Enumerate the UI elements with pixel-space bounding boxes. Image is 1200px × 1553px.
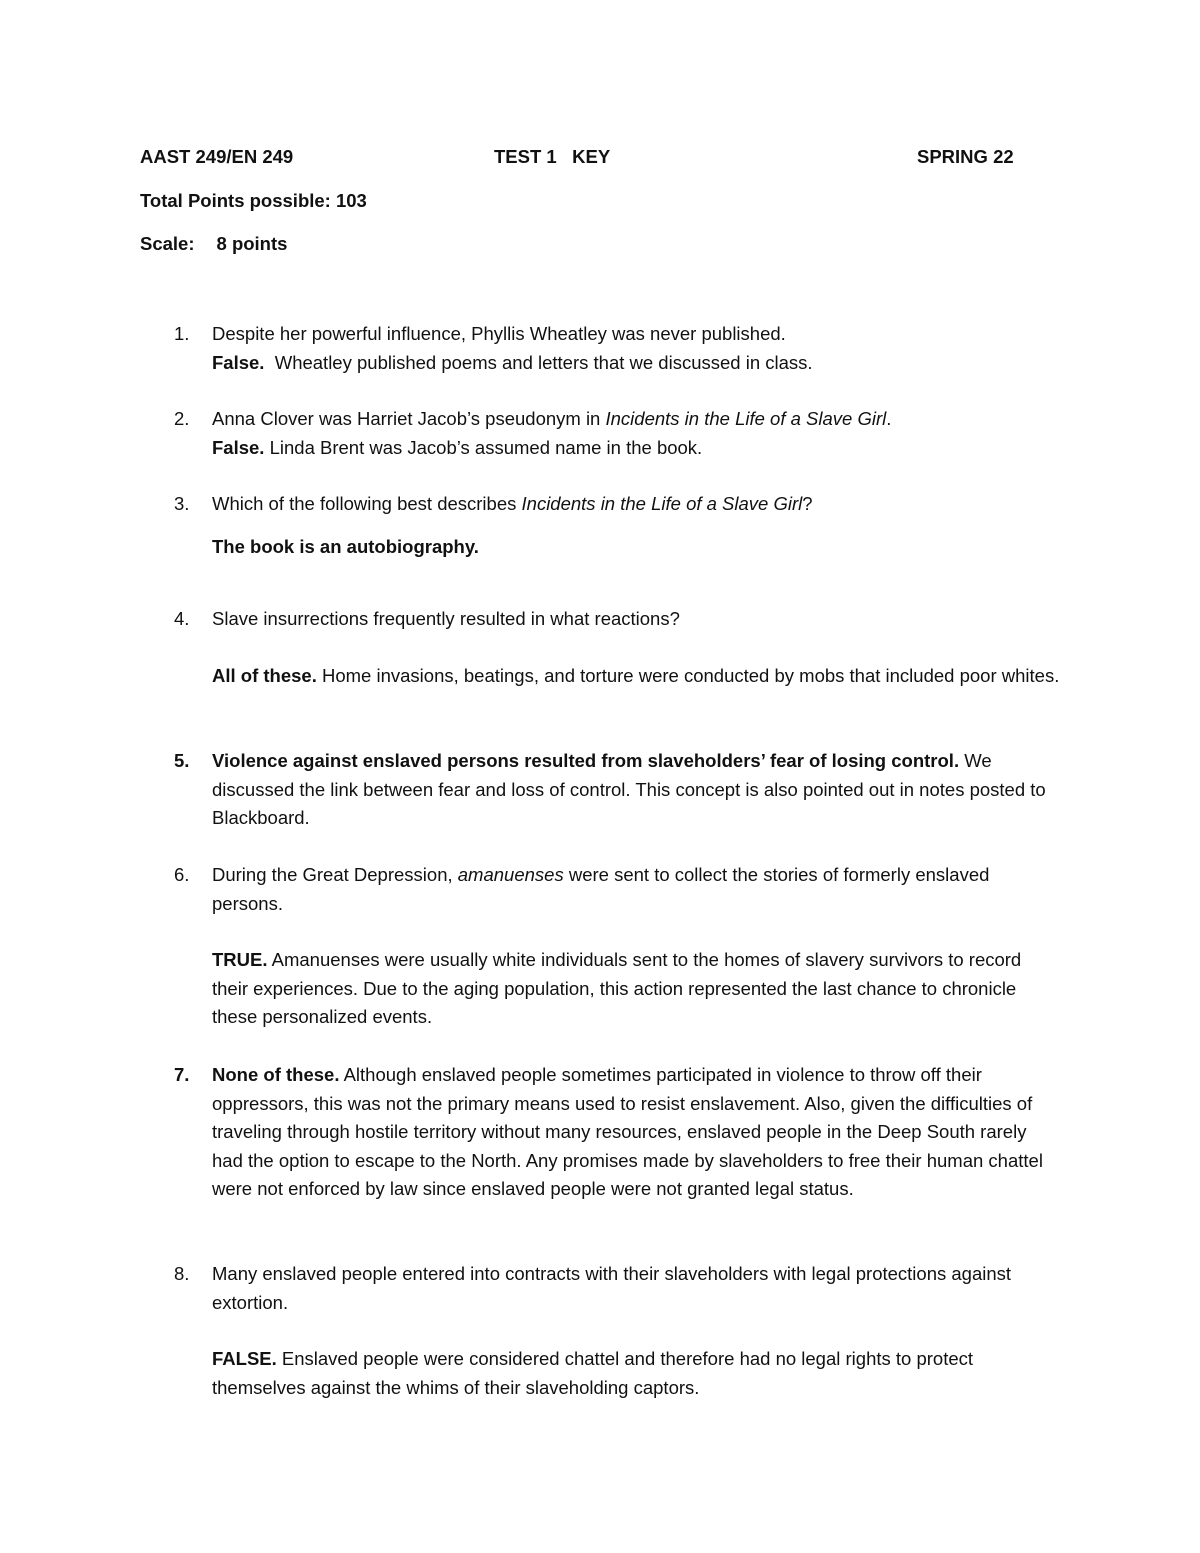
answer <box>212 946 1060 1032</box>
answer <box>212 662 1060 691</box>
question-text-start: During the Great Depression, <box>212 864 458 885</box>
answer <box>212 434 1060 463</box>
answer-verdict: FALSE. <box>212 1348 277 1369</box>
question-text-start: Anna Clover was Harriet Jacob’s pseudonym in <box>212 408 606 429</box>
question-6 <box>140 861 1060 1032</box>
answer <box>212 533 1060 562</box>
question-5 <box>140 747 1060 833</box>
question-number: 1. <box>174 323 190 344</box>
question-text <box>212 405 1060 434</box>
question-8 <box>140 1260 1060 1402</box>
answer-verdict: Violence against enslaved persons resulted from slaveholders’ fear of losing control. <box>212 750 960 771</box>
question-text <box>212 861 1060 918</box>
question-2 <box>140 405 1060 462</box>
question-number: 7. <box>174 1064 190 1085</box>
answer-explanation: Although enslaved people sometimes participated in violence to throw off their oppressors, this was not the primary means used to resist enslavement. Also, given the difficulties of traveling through hostile territory without many resources, enslaved people in the Deep South rarely had the option to escape to the North. Any promises made by slaveholders to free their human chattel were not enforced by law since enslaved people were not granted legal status. <box>212 1064 1043 1199</box>
answer-verdict: False. <box>212 436 265 458</box>
question-number: 8. <box>174 1263 190 1284</box>
course-code: AAST 249/EN 249 <box>140 146 294 167</box>
question-number: 3. <box>174 493 190 514</box>
answer <box>212 349 1060 378</box>
answer-explanation: Enslaved people were considered chattel and therefore had no legal rights to protect themselves against the whims of their slaveholding captors. <box>212 1348 974 1398</box>
test-title: TEST 1 KEY <box>494 146 611 167</box>
question-7 <box>140 1061 1060 1204</box>
question-text <box>212 490 1060 519</box>
scale-value: 8 points <box>216 233 288 254</box>
question-number: 5. <box>174 750 190 771</box>
answer-verdict: All of these. <box>212 664 317 686</box>
question-4 <box>140 605 1060 690</box>
book-title: Incidents in the Life of a Slave Girl <box>605 408 887 429</box>
answer-explanation: Wheatley published poems and letters that we discussed in class. <box>264 351 813 373</box>
question-text-start: Which of the following best describes <box>212 493 522 514</box>
question-number: 2. <box>174 408 190 429</box>
total-points-label: Total Points possible: <box>140 190 331 211</box>
answer-explanation: We discussed the link between fear and loss of control. This concept is also pointed out in notes posted to Blackboard. <box>212 750 1046 828</box>
scale-label: Scale: <box>140 233 195 254</box>
answer-explanation: Amanuenses were usually white individuals sent to the homes of slavery survivors to record their experiences. Due to the aging population, this action represented the last chance to chronicle these personalized events. <box>212 949 1022 1027</box>
answer <box>212 1061 1060 1204</box>
book-title: Incidents in the Life of a Slave Girl <box>521 493 803 514</box>
answer <box>212 747 1060 833</box>
total-points <box>140 190 367 212</box>
question-number: 6. <box>174 864 190 885</box>
answer-explanation: Home invasions, beatings, and torture were conducted by mobs that included poor whites. <box>316 664 1060 686</box>
question-3 <box>140 490 1060 561</box>
answer-verdict: None of these. <box>212 1064 340 1085</box>
term: SPRING 22 <box>917 146 1014 167</box>
total-points-value: 103 <box>335 190 367 211</box>
question-text-end: were sent to collect the stories of formerly enslaved persons. <box>212 864 990 914</box>
question-text: Despite her powerful influence, Phyllis Wheatley was never published. <box>212 323 786 344</box>
answer-verdict: TRUE. <box>212 949 268 970</box>
answer-explanation: Linda Brent was Jacob’s assumed name in the book. <box>264 436 703 458</box>
question-text: Slave insurrections frequently resulted in what reactions? <box>212 608 680 629</box>
italic-term: amanuenses <box>457 864 564 885</box>
scale <box>140 233 287 255</box>
answer-verdict: The book is an autobiography. <box>212 535 479 557</box>
question-text: Many enslaved people entered into contracts with their slaveholders with legal protections against extortion. <box>212 1263 1012 1313</box>
question-text-end: ? <box>802 493 813 514</box>
question-number: 4. <box>174 608 190 629</box>
answer <box>212 1345 1060 1402</box>
question-text-end: . <box>886 408 892 429</box>
answer-verdict: False. <box>212 351 265 373</box>
question-1 <box>140 320 1060 377</box>
